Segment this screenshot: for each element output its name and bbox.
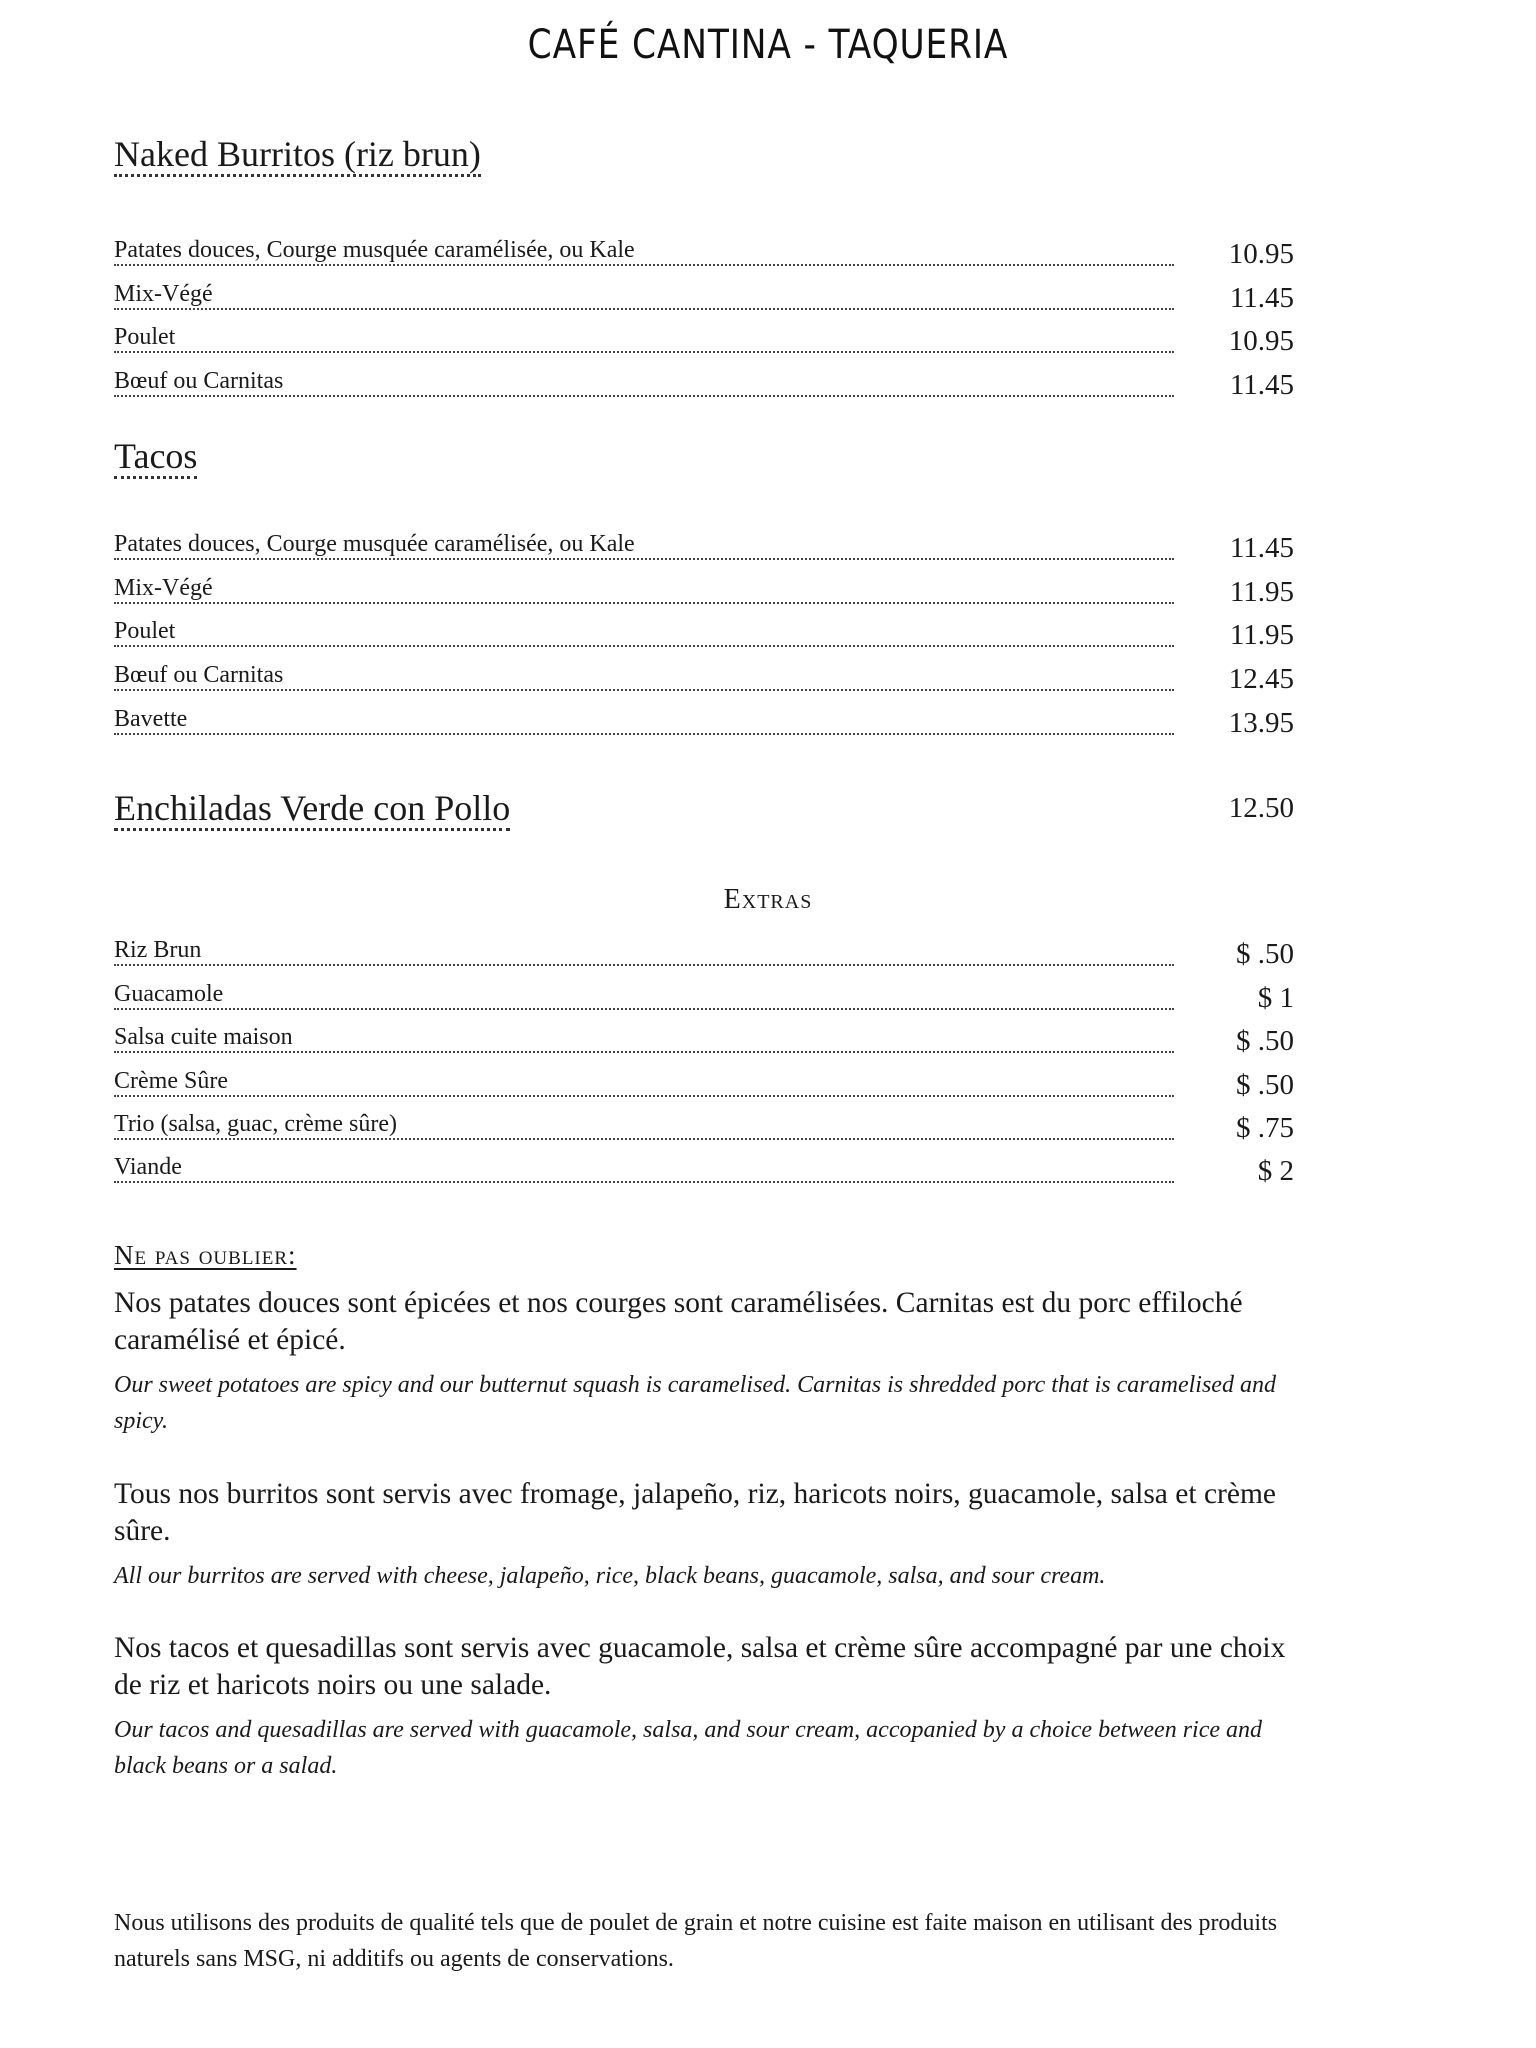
menu-item-price: 13.95 — [1228, 707, 1294, 739]
extra-item-price: $ .50 — [1236, 1025, 1294, 1057]
menu-item-label: Bavette — [114, 705, 1174, 735]
extra-item-price: $ .50 — [1236, 938, 1294, 970]
menu-item-price: 11.45 — [1229, 532, 1294, 564]
extras-heading: Extras — [723, 884, 813, 915]
extra-item-price: $ .50 — [1236, 1069, 1294, 1101]
menu-item — [114, 657, 1294, 695]
extra-item — [114, 976, 1294, 1014]
extra-item — [114, 932, 1294, 970]
extra-item-label: Salsa cuite maison — [114, 1023, 1174, 1053]
menu-item-label: Mix-Végé — [114, 280, 1174, 310]
menu-item — [114, 570, 1294, 608]
menu-item-label: Poulet — [114, 617, 1174, 647]
menu-item-label: Patates douces, Courge musquée caramélisée, ou Kale — [114, 236, 1174, 266]
section-heading-tacos: Tacos — [114, 436, 197, 479]
menu-item-price: 11.95 — [1229, 619, 1294, 651]
note-paragraph-en: Our sweet potatoes are spicy and our butternut squash is caramelised. Carnitas is shredded porc that is caramelised and spicy. — [114, 1372, 1276, 1434]
menu-item-price: 12.45 — [1228, 663, 1294, 695]
note-paragraph-fr: Tous nos burritos sont servis avec fromage, jalapeño, riz, haricots noirs, guacamole, salsa et crème sûre. — [114, 1478, 1276, 1547]
extra-item-price: $ 2 — [1257, 1155, 1294, 1187]
menu-item-price: 11.45 — [1229, 282, 1294, 314]
menu-item — [114, 232, 1294, 270]
extra-item-label: Guacamole — [114, 980, 1174, 1010]
extra-item — [114, 1106, 1294, 1144]
extra-item — [114, 1063, 1294, 1101]
note-paragraph-en: Our tacos and quesadillas are served with guacamole, salsa, and sour cream, accopanied by a choice between rice and black beans or a salad. — [114, 1717, 1263, 1779]
extra-item — [114, 1149, 1294, 1187]
extra-item — [114, 1019, 1294, 1057]
note-paragraph-fr: Nos tacos et quesadillas sont servis avec guacamole, salsa et crème sûre accompagné par une choix de riz et haricots noirs ou une salade. — [114, 1632, 1286, 1701]
footer-text: Nous utilisons des produits de qualité tels que de poulet de grain et notre cuisine est faite maison en utilisant des produits naturels sans MSG, ni additifs ou agents de conservations. — [114, 1910, 1278, 1972]
menu-item — [114, 613, 1294, 651]
page-title: CAFÉ CANTINA - TAQUERIA — [527, 22, 1009, 68]
menu-item — [114, 701, 1294, 739]
menu-item — [114, 319, 1294, 357]
menu-item — [114, 276, 1294, 314]
menu-item-label: Patates douces, Courge musquée caramélisée, ou Kale — [114, 530, 1174, 560]
extra-item-price: $ .75 — [1236, 1112, 1294, 1144]
menu-item-label: Mix-Végé — [114, 574, 1174, 604]
extra-item-label: Trio (salsa, guac, crème sûre) — [114, 1110, 1174, 1140]
menu-item-label: Bœuf ou Carnitas — [114, 661, 1174, 691]
extra-item-label: Viande — [114, 1153, 1174, 1183]
menu-item-label: Poulet — [114, 323, 1174, 353]
menu-item-price: 11.45 — [1229, 369, 1294, 401]
menu-item-label: Bœuf ou Carnitas — [114, 367, 1174, 397]
notes-heading: Ne pas oublier: — [114, 1240, 297, 1270]
menu-item — [114, 363, 1294, 401]
note-paragraph-fr: Nos patates douces sont épicées et nos courges sont caramélisées. Carnitas est du porc effiloché caramélisé et épicé. — [114, 1287, 1243, 1356]
menu-item — [114, 526, 1294, 564]
extra-item-price: $ 1 — [1257, 982, 1294, 1014]
menu-item-price: 10.95 — [1228, 325, 1294, 357]
extra-item-label: Crème Sûre — [114, 1067, 1174, 1097]
section-heading-naked-burritos: Naked Burritos (riz brun) — [114, 134, 481, 177]
menu-item-price: 10.95 — [1228, 238, 1294, 270]
menu-item-price: 11.95 — [1229, 576, 1294, 608]
note-paragraph-en: All our burritos are served with cheese, jalapeño, rice, black beans, guacamole, salsa, and sour cream. — [114, 1563, 1106, 1589]
section-heading-enchiladas: Enchiladas Verde con Pollo — [114, 788, 510, 831]
enchiladas-price: 12.50 — [1228, 792, 1294, 824]
extra-item-label: Riz Brun — [114, 936, 1174, 966]
